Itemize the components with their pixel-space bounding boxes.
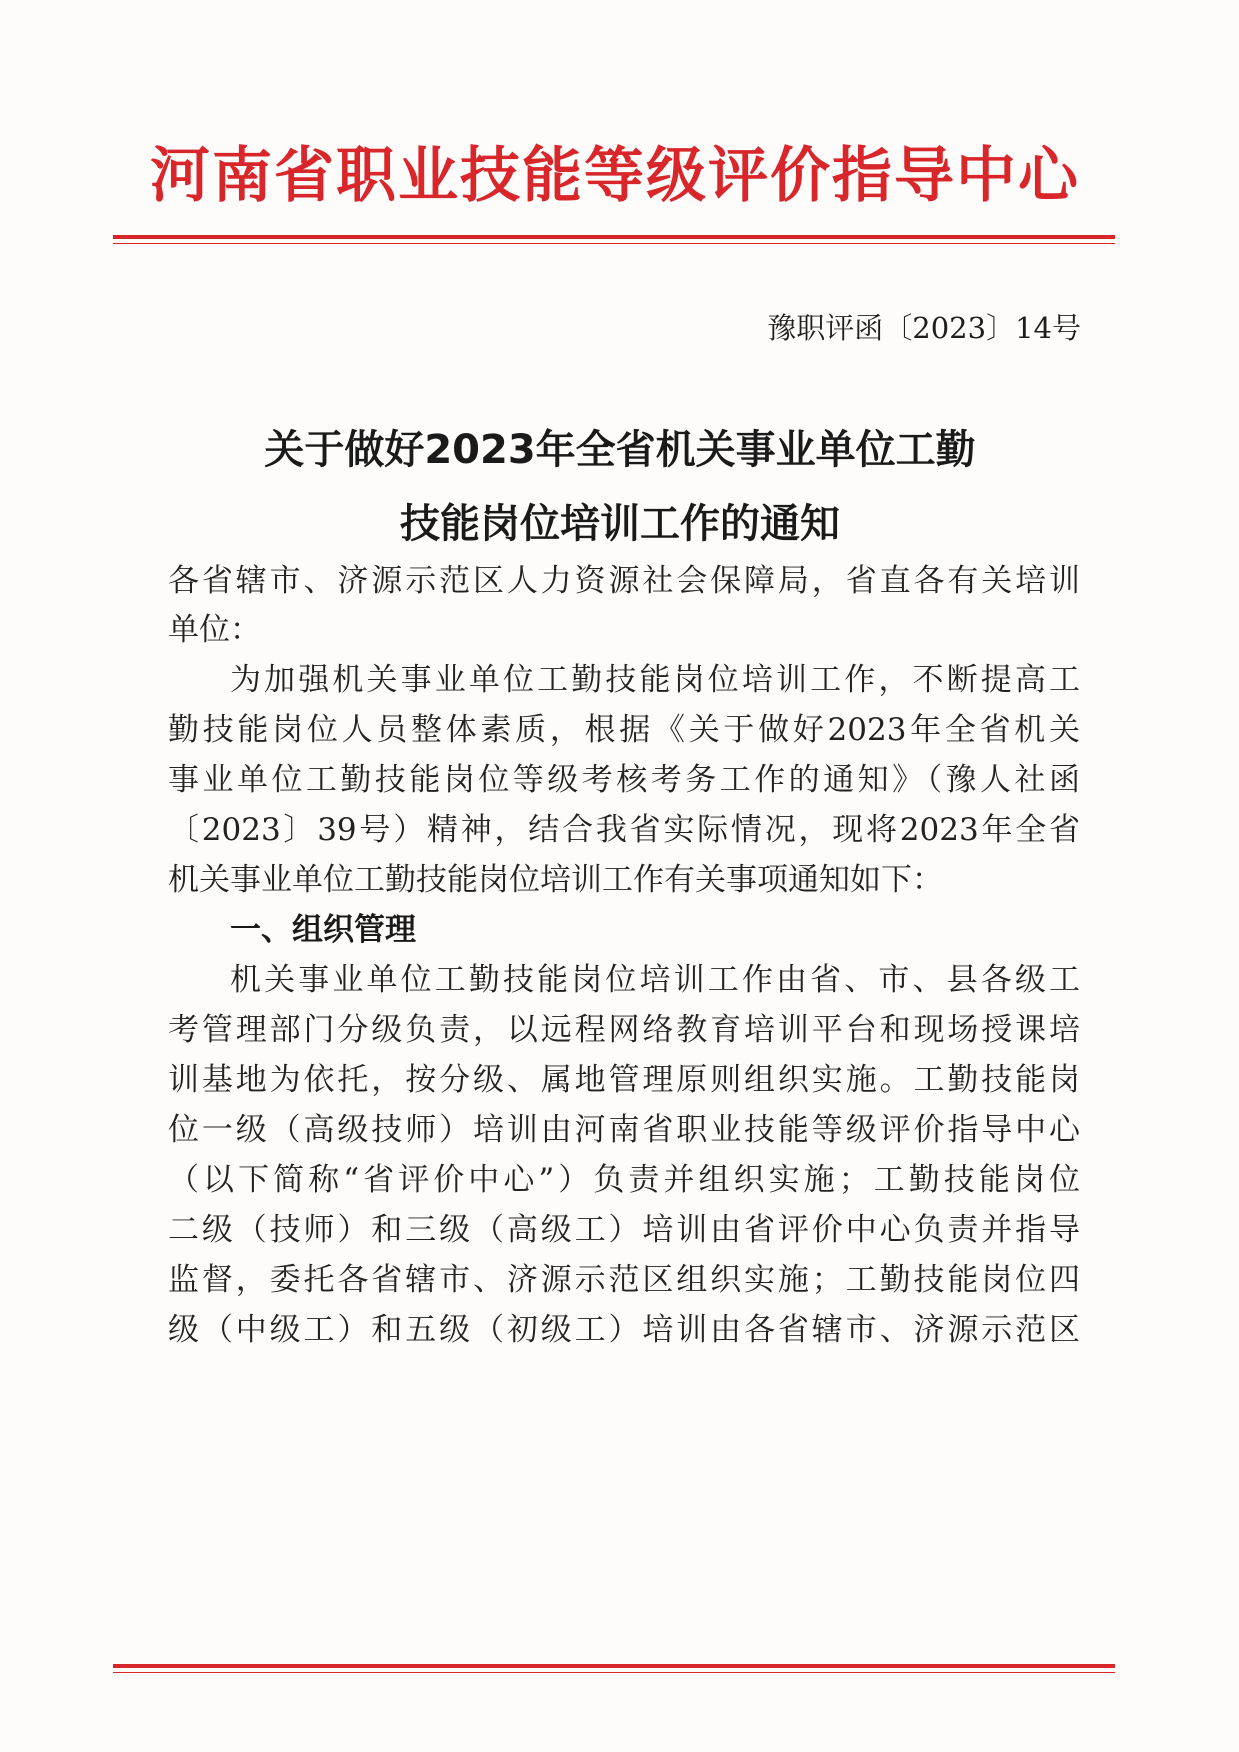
- section-body-line: 级（中级工）和五级（初级工）培训由各省辖市、济源示范区: [168, 1312, 1080, 1348]
- section-body-line: 监督，委托各省辖市、济源示范区组织实施；工勤技能岗位四: [168, 1262, 1080, 1298]
- intro-line: 勤技能岗位人员整体素质，根据《关于做好2023年全省机关: [168, 712, 1080, 748]
- intro-line: 机关事业单位工勤技能岗位培训工作有关事项通知如下：: [168, 862, 943, 898]
- section-body-line: 机关事业单位工勤技能岗位培训工作由省、市、县各级工: [230, 962, 1080, 998]
- intro-line: 〔2023〕39号）精神，结合我省实际情况，现将2023年全省: [168, 812, 1080, 848]
- org-letterhead: 河南省职业技能等级评价指导中心: [150, 141, 1080, 211]
- section-body-line: 考管理部门分级负责，以远程网络教育培训平台和现场授课培: [168, 1012, 1080, 1048]
- section-body-line: 位一级（高级技师）培训由河南省职业技能等级评价指导中心: [168, 1112, 1080, 1148]
- section-body-line: 二级（技师）和三级（高级工）培训由省评价中心负责并指导: [168, 1212, 1080, 1248]
- section-body-line: （以下简称“省评价中心”）负责并组织实施；工勤技能岗位: [168, 1162, 1080, 1198]
- document-title-line-2: 技能岗位培训工作的通知: [400, 501, 840, 547]
- salutation-line-2: 单位：: [168, 612, 261, 648]
- intro-line: 事业单位工勤技能岗位等级考核考务工作的通知》（豫人社函: [168, 762, 1080, 798]
- section-body-line: 训基地为依托，按分级、属地管理原则组织实施。工勤技能岗: [168, 1062, 1080, 1098]
- document-number: 豫职评函〔2023〕14号: [767, 311, 1081, 345]
- document-title-line-1: 关于做好2023年全省机关事业单位工勤: [264, 427, 976, 473]
- intro-line: 为加强机关事业单位工勤技能岗位培训工作，不断提高工: [230, 662, 1080, 698]
- section-heading: 一、组织管理: [230, 912, 416, 948]
- salutation-line-1: 各省辖市、济源示范区人力资源社会保障局，省直各有关培训: [168, 563, 1080, 599]
- footer-red-rule: [113, 1664, 1115, 1673]
- letterhead-red-rule: [113, 235, 1115, 244]
